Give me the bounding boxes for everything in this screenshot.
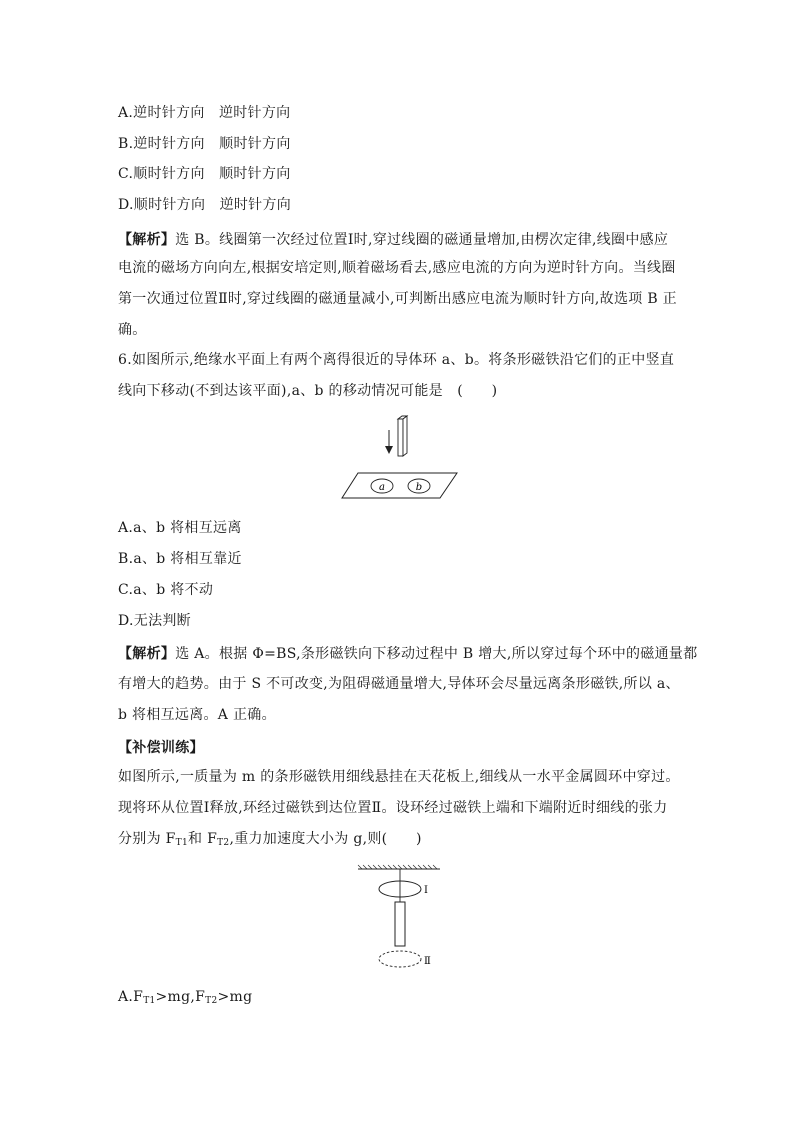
bar-magnet — [398, 416, 407, 456]
ring-b-label: b — [415, 482, 423, 493]
q5-analysis-line-4: 确。 — [118, 322, 147, 338]
position-1-label: Ⅰ — [424, 885, 428, 896]
ring-a-label: a — [379, 482, 385, 493]
q5-option-c: C.顺时针方向 顺时针方向 — [118, 166, 291, 182]
q6-option-a: A.a、b 将相互远离 — [118, 520, 242, 536]
insulating-plane — [342, 473, 457, 498]
q5-option-a: A.逆时针方向 逆时针方向 — [118, 105, 291, 121]
q5-analysis-line-3: 第一次通过位置Ⅱ时,穿过线圈的磁通量减小,可判断出感应电流为顺时针方向,故选项 B 正 — [118, 291, 677, 307]
q6-option-d: D.无法判断 — [118, 613, 191, 629]
q6-option-c: C.a、b 将不动 — [118, 582, 214, 598]
q6-analysis-line-1: 【解析】选 A。根据 Φ=BS,条形磁铁向下移动过程中 B 增大,所以穿过每个环中的磁通量都 — [118, 646, 698, 662]
q6-option-b: B.a、b 将相互靠近 — [118, 551, 242, 567]
supplement-option-a: $A.F_{T1}>mg,F_{T2}>mg$ — [118, 989, 253, 1006]
supplement-heading: 【补偿训练】 — [118, 740, 204, 756]
supplement-figure — [350, 862, 450, 974]
q6-analysis-line-3: b 将相互远离。A 正确。 — [118, 707, 276, 723]
supplement-line-2: 现将环从位置Ⅰ释放,环经过磁铁到达位置Ⅱ。设环经过磁铁上端和下端附近时细线的张力 — [118, 800, 668, 816]
analysis-tag: 【解析】 — [118, 646, 176, 662]
supplement-line-1: 如图所示,一质量为 m 的条形磁铁用细线悬挂在天花板上,细线从一水平金属圆环中穿过。 — [118, 769, 680, 785]
q5-option-d: D.顺时针方向 逆时针方向 — [118, 197, 292, 213]
arrow-head-icon — [385, 446, 393, 454]
ring-position-2 — [379, 951, 421, 967]
q5-option-b: B.逆时针方向 顺时针方向 — [118, 136, 291, 152]
q6-stem-line-1: 6.如图所示,绝缘水平面上有两个离得很近的导体环 a、b。将条形磁铁沿它们的正中竖直 — [118, 352, 675, 368]
ceiling — [358, 865, 440, 869]
position-2-label: Ⅱ — [424, 956, 431, 967]
q5-analysis-line-2: 电流的磁场方向向左,根据安培定则,顺着磁场看去,感应电流的方向为逆时针方向。当线圈 — [118, 260, 676, 276]
q6-figure — [336, 414, 466, 504]
analysis-tag: 【解析】 — [118, 232, 176, 248]
q6-analysis-line-2: 有增大的趋势。由于 S 不可改变,为阻碍磁通量增大,导体环会尽量远离条形磁铁,所以 a、 — [118, 676, 680, 692]
supplement-line-3: 分别为 $F_{T1}$和 $F_{T2}$,重力加速度大小为 g,则( ) — [118, 831, 422, 848]
q5-analysis-line-1: 【解析】选 B。线圈第一次经过位置Ⅰ时,穿过线圈的磁通量增加,由楞次定律,线圈中感应 — [118, 232, 669, 248]
q6-stem-line-2: 线向下移动(不到达该平面),a、b 的移动情况可能是 ( ) — [118, 383, 498, 399]
bar-magnet-hanging — [395, 902, 405, 946]
